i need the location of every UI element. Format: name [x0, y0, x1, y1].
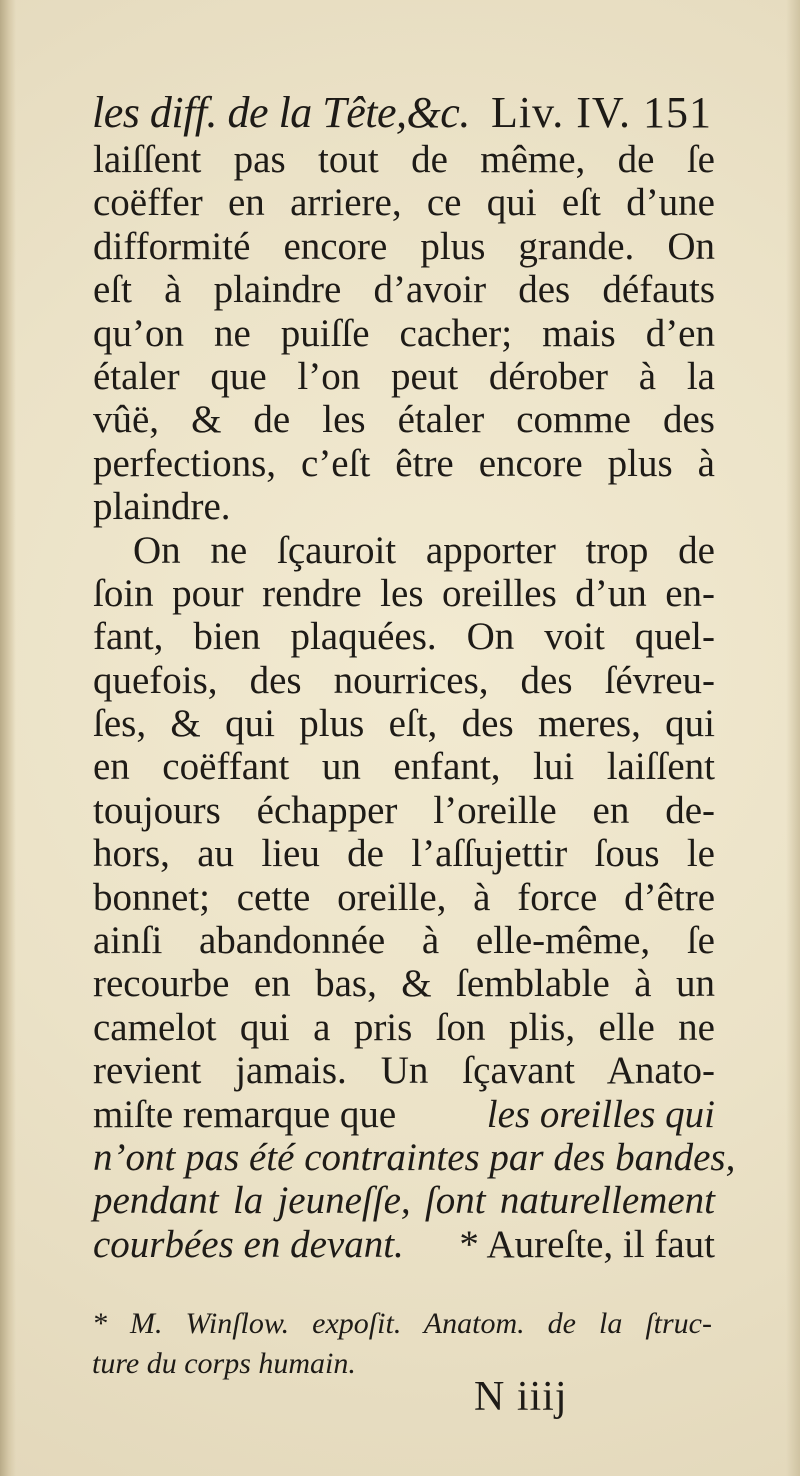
text-line: vûë, & de les étaler comme des: [93, 398, 715, 442]
text-line: hors, au lieu de l’aſſujettir ſous le: [93, 832, 715, 876]
text-line: qu’on ne puiſſe cacher; mais d’en: [93, 311, 715, 355]
text-line: laiſſent pas tout de même, de ſe: [93, 138, 715, 181]
signature-mark: N iiij: [474, 1374, 568, 1420]
italic-quotation-line: n’ont pas été contraintes par des bandes,: [93, 1135, 736, 1179]
page-number: Liv. IV. 151: [491, 88, 712, 137]
mixed-style-line: [93, 1093, 715, 1136]
text-run: miſte remarque que: [93, 1092, 397, 1136]
text-line: ſoin pour rendre les oreilles d’un en-: [93, 571, 715, 615]
text-line: eſt à plaindre d’avoir des défauts: [93, 268, 715, 312]
text-line: fant, bien plaquées. On voit quel-: [93, 615, 715, 659]
text-line: en coëffant un enfant, lui laiſſent: [93, 745, 715, 789]
text-line: ſes, & qui plus eſt, des meres, qui: [93, 702, 715, 746]
page-gutter-shadow: [0, 0, 16, 1476]
body-text: [93, 138, 736, 1266]
text-line: revient jamais. Un ſçavant Anato-: [93, 1049, 715, 1093]
footnote: [92, 1304, 712, 1384]
text-line: coëffer en arriere, ce qui eſt d’une: [93, 181, 715, 225]
text-line: quefois, des nourrices, des ſévreu-: [93, 658, 715, 702]
footnote-line: ture du corps humain.: [92, 1347, 356, 1380]
footnote-line: * M. Winſlow. expoſit. Anatom. de la ſtruc-: [92, 1307, 712, 1340]
text-run: * Aureſte, il faut: [459, 1222, 715, 1266]
mixed-style-line: [93, 1223, 715, 1266]
text-line: On ne ſçauroit apporter trop de: [133, 528, 715, 572]
text-line: difformité encore plus grande. On: [93, 224, 715, 268]
text-line: étaler que l’on peut dérober à la: [93, 354, 715, 398]
text-line: recourbe en bas, & ſemblable à un: [93, 962, 715, 1006]
running-header: [92, 86, 712, 140]
italic-quotation-run: les oreilles qui: [486, 1092, 715, 1136]
text-line: ainſi abandonnée à elle-même, ſe: [93, 919, 715, 963]
text-line: bonnet; cette oreille, à force d’être: [93, 875, 715, 919]
text-line: perfections, c’eſt être encore plus à: [93, 441, 715, 485]
text-line: camelot qui a pris ſon plis, elle ne: [93, 1005, 715, 1049]
page-edge-shadow: [786, 0, 800, 1476]
text-line: toujours échapper l’oreille en de-: [93, 788, 715, 832]
text-line: plaindre.: [93, 485, 231, 529]
italic-quotation-run: courbées en devant.: [93, 1222, 404, 1266]
italic-quotation-line: pendant la jeuneſſe, ſont naturellement: [93, 1179, 715, 1223]
running-title: les diff. de la Tête,&c.: [92, 88, 470, 137]
